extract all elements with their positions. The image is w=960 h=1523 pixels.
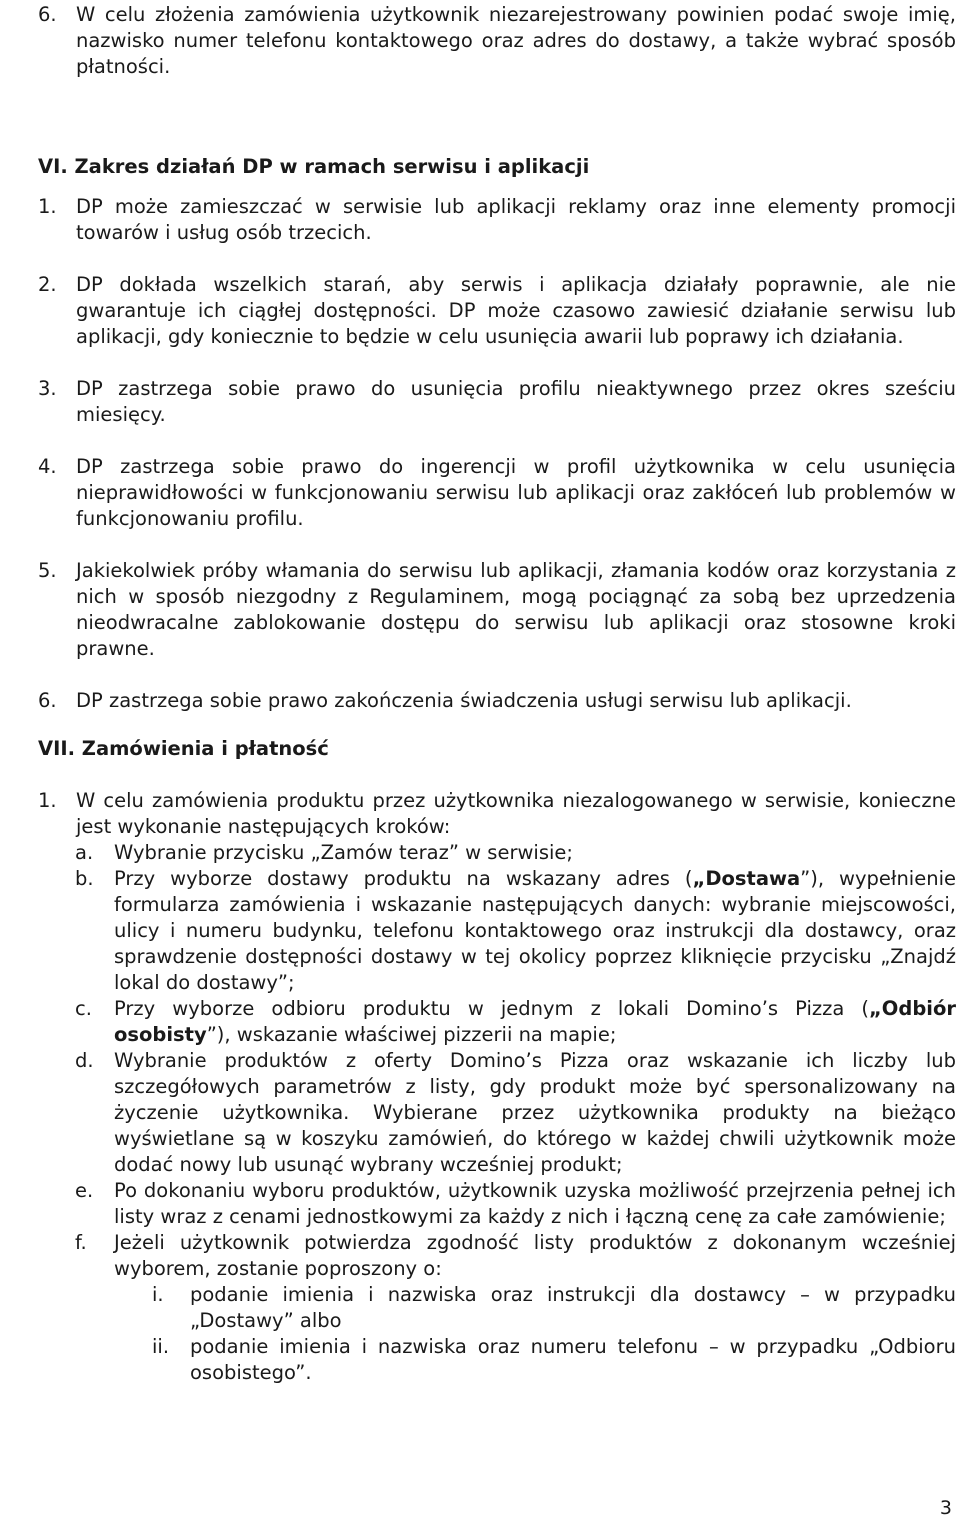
item-number: 4. (38, 455, 57, 478)
item-text: DP dokłada wszelkich starań, aby serwis i aplikacja działały poprawnie, ale nie gwarantuje ich ciągłej dostępności. DP może czasowo zawiesić działanie serwisu lub aplikacji, gdy koniecznie to będzie w celu usunięcia awarii lub poprawy ich działania. (76, 273, 956, 348)
step-a (38, 840, 956, 866)
step-e (38, 1178, 956, 1230)
step-letter: d. (75, 1049, 94, 1072)
step-text: podanie imienia i nazwiska oraz numeru telefonu – w przypadku „Odbioru osobistego”. (190, 1335, 956, 1384)
paragraph-vi-5 (38, 558, 956, 662)
item-text: DP zastrzega sobie prawo zakończenia świadczenia usługi serwisu lub aplikacji. (76, 689, 852, 712)
step-letter: c. (75, 997, 92, 1020)
step-text: Po dokonaniu wyboru produktów, użytkownik uzyska możliwość przejrzenia pełnej ich listy wraz z cenami jednostkowymi za każdy z nich i łączną cenę za całe zamówienie; (114, 1179, 956, 1228)
item-text: W celu zamówienia produktu przez użytkownika niezalogowanego w serwisie, konieczne jest wykonanie następujących kroków: (76, 789, 956, 838)
paragraph-vi-3 (38, 376, 956, 428)
item-text: DP zastrzega sobie prawo do ingerencji w profil użytkownika w celu usunięcia nieprawidłowości w funkcjonowaniu serwisu lub aplikacji oraz zakłóceń lub problemów w funkcjonowaniu profilu. (76, 455, 956, 530)
paragraph-vi-2 (38, 272, 956, 350)
paragraph-item-6 (38, 2, 956, 80)
step-text-post: ”), wskazanie właściwej pizzerii na mapie; (206, 1023, 617, 1046)
step-text-bold: „Odbiór osobisty (114, 997, 956, 1046)
step-letter: a. (75, 841, 94, 864)
step-letter: f. (75, 1231, 87, 1254)
section-heading-vii: VII. Zamówienia i płatność (38, 737, 329, 760)
item-text: W celu złożenia zamówienia użytkownik niezarejestrowany powinien podać swoje imię, nazwisko numer telefonu kontaktowego oraz adres do dostawy, a także wybrać sposób płatności. (76, 3, 956, 78)
page-number: 3 (939, 1497, 952, 1519)
paragraph-vii-1 (38, 788, 956, 840)
step-letter: e. (75, 1179, 94, 1202)
step-text: Wybranie produktów z oferty Domino’s Pizza oraz wskazanie ich liczby lub szczegółowych parametrów z listy, gdy produkt może być spersonalizowany na życzenie użytkownika. Wybierane przez użytkownika produkty na bieżąco wyświetlane są w koszyku zamówień, do którego w każdej chwili użytkownik może dodać nowy lub usunąć wybrany wcześniej produkt; (114, 1049, 956, 1176)
step-text-pre: Przy wyborze odbioru produktu w jednym z lokali Domino’s Pizza ( (114, 997, 869, 1020)
step-text-pre: Przy wyborze dostawy produktu na wskazany adres ( (114, 867, 693, 890)
step-text-bold: „Dostawa (692, 867, 801, 890)
item-number: 3. (38, 377, 57, 400)
step-roman: i. (152, 1283, 164, 1306)
step-letter: b. (75, 867, 94, 890)
item-number: 6. (38, 689, 57, 712)
item-number: 1. (38, 195, 57, 218)
item-text: DP może zamieszczać w serwisie lub aplikacji reklamy oraz inne elementy promocji towarów i usług osób trzecich. (76, 195, 956, 244)
step-text: Jeżeli użytkownik potwierdza zgodność listy produktów z dokonanym wcześniej wyborem, zostanie poproszony o: (114, 1231, 956, 1280)
step-f (38, 1230, 956, 1282)
paragraph-vi-1 (38, 194, 956, 246)
item-number: 2. (38, 273, 57, 296)
step-text: Wybranie przycisku „Zamów teraz” w serwisie; (114, 841, 573, 864)
step-d (38, 1048, 956, 1178)
item-number: 1. (38, 789, 57, 812)
item-number: 5. (38, 559, 57, 582)
step-f-i (38, 1282, 956, 1334)
document-page (38, 0, 956, 1386)
step-text: podanie imienia i nazwiska oraz instrukcji dla dostawcy – w przypadku „Dostawy” albo (190, 1283, 956, 1332)
step-b (38, 866, 956, 996)
step-text-post: ”), wypełnienie formularza zamówienia i wskazanie następujących danych: wybranie miejscowości, ulicy i numeru budynku, telefonu kontaktowego oraz instrukcji dla dostawcy, oraz sprawdzenie dostępności dostawy w tej okolicy poprzez kliknięcie przycisku „Znajdź lokal do dostawy”; (114, 867, 956, 994)
paragraph-vi-4 (38, 454, 956, 532)
paragraph-vi-6 (38, 688, 956, 714)
step-f-ii (38, 1334, 956, 1386)
item-number: 6. (38, 3, 57, 26)
section-heading-vi: VI. Zakres działań DP w ramach serwisu i aplikacji (38, 155, 590, 178)
step-c (38, 996, 956, 1048)
item-text: Jakiekolwiek próby włamania do serwisu lub aplikacji, złamania kodów oraz korzystania z nich w sposób niezgodny z Regulaminem, mogą pociągnąć za sobą bez uprzedzenia nieodwracalne zablokowanie dostępu do serwisu lub aplikacji oraz stosowne kroki prawne. (76, 559, 956, 660)
item-text: DP zastrzega sobie prawo do usunięcia profilu nieaktywnego przez okres sześciu miesięcy. (76, 377, 956, 426)
step-roman: ii. (152, 1335, 170, 1358)
